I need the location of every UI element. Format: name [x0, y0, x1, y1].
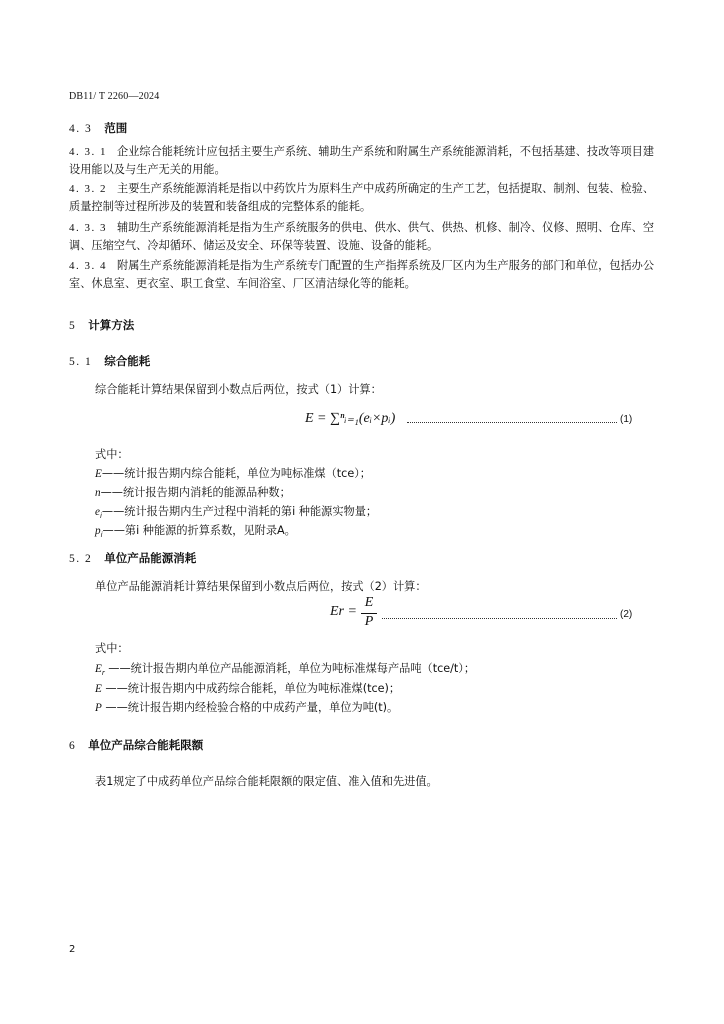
- where-label: 式中：: [95, 448, 129, 461]
- clause-4-3-4: [69, 257, 659, 293]
- section-6-text: 表1规定了中成药单位产品综合能耗限额的限定值、准入值和先进值。: [95, 775, 438, 788]
- definition-text: ——统计报告期内单位产品能源消耗，单位为吨标准煤每产品吨（tce/t）；: [104, 662, 476, 675]
- clause-number: 4. 3. 2: [69, 183, 107, 195]
- definition-text: ——统计报告期内经检验合格的中成药产量，单位为吨(t)。: [101, 701, 399, 714]
- section-title: 单位产品综合能耗限额: [88, 738, 204, 752]
- clause-4-3-3: [69, 219, 659, 255]
- leader-dots: [382, 618, 617, 619]
- subscript: i: [99, 512, 102, 521]
- definition-P: [95, 699, 398, 715]
- section-number: 6: [69, 740, 77, 752]
- section-title: 范围: [104, 121, 128, 135]
- formula-1-intro: 综合能耗计算结果保留到小数点后两位，按式（1）计算：: [95, 383, 382, 396]
- symbol: P: [95, 702, 102, 714]
- document-id: DB11/ T 2260—2024: [69, 91, 160, 102]
- section-number: 4. 3: [69, 123, 93, 135]
- formula-2-denominator: P: [364, 614, 374, 629]
- definition-pi: [95, 522, 296, 539]
- formula-1: [305, 410, 395, 427]
- formula-1-rhs: ∑ⁿᵢ₌₁(eᵢ×pᵢ): [330, 411, 396, 426]
- section-title: 计算方法: [88, 318, 135, 332]
- definition-E: [95, 680, 400, 696]
- symbol: n: [95, 487, 101, 499]
- section-5-heading: [69, 317, 134, 333]
- symbol: p: [95, 525, 101, 537]
- section-title: 单位产品能源消耗: [104, 551, 197, 565]
- clause-number: 4. 3. 4: [69, 260, 107, 272]
- definition-text: ——统计报告期内综合能耗，单位为吨标准煤（tce）；: [101, 467, 371, 480]
- symbol: e: [95, 506, 100, 518]
- section-number: 5. 2: [69, 553, 93, 565]
- clause-text: 主要生产系统能源消耗是指以中药饮片为原料生产中成药所确定的生产工艺，包括提取、制剂、包装、检验、质量控制等过程所涉及的装置和装备组成的完整体系的能耗。: [69, 182, 655, 213]
- section-6-heading: [69, 737, 203, 753]
- clause-text: 附属生产系统能源消耗是指为生产系统专门配置的生产指挥系统及厂区内为生产服务的部门和单位，包括办公室、休息室、更衣室、职工食堂、车间浴室、厂区清洁绿化等的能耗。: [69, 259, 655, 290]
- clause-text: 辅助生产系统能源消耗是指为生产系统服务的供电、供水、供气、供热、机修、制冷、仪修、照明、仓库、空调、压缩空气、冷却循环、储运及安全、环保等装置、设施、设备的能耗。: [69, 221, 655, 252]
- formula-2-numerator: E: [364, 595, 374, 610]
- clause-number: 4. 3. 1: [69, 146, 107, 158]
- definition-ei: [95, 503, 377, 520]
- section-4-3-heading: [69, 120, 127, 136]
- leader-dots: [407, 422, 617, 423]
- formula-1-lhs: E =: [305, 411, 330, 426]
- clause-4-3-2: [69, 180, 659, 216]
- section-5-2-heading: [69, 550, 196, 566]
- symbol: E: [95, 683, 102, 695]
- definition-text: ——统计报告期内消耗的能源品种数；: [100, 486, 291, 499]
- equation-number: (2): [620, 609, 633, 620]
- definition-text: ——第i 种能源的折算系数，见附录A。: [102, 524, 296, 537]
- definition-text: ——统计报告期内中成药综合能耗，单位为吨标准煤(tce)；: [101, 682, 401, 695]
- section-number: 5: [69, 320, 77, 332]
- symbol: E: [95, 663, 102, 675]
- section-number: 5. 1: [69, 356, 93, 368]
- definition-E: [95, 465, 371, 481]
- formula-2-intro: 单位产品能源消耗计算结果保留到小数点后两位，按式（2）计算：: [95, 580, 427, 593]
- subscript: r: [101, 669, 105, 678]
- definition-n: [95, 484, 291, 500]
- symbol: E: [95, 468, 102, 480]
- subscript: i: [100, 531, 103, 540]
- definition-Er: [95, 660, 475, 677]
- page-number: 2: [69, 944, 76, 955]
- clause-text: 企业综合能耗统计应包括主要生产系统、辅助生产系统和附属生产系统能源消耗，不包括基建、技改等项目建设用能以及与生产无关的用能。: [69, 145, 655, 176]
- clause-number: 4. 3. 3: [69, 222, 107, 234]
- equation-number: (1): [620, 414, 633, 425]
- section-5-1-heading: [69, 353, 150, 369]
- formula-2-lhs: Er =: [330, 604, 357, 619]
- definition-text: ——统计报告期内生产过程中消耗的第i 种能源实物量；: [101, 505, 378, 518]
- section-title: 综合能耗: [104, 354, 151, 368]
- where-label: 式中：: [95, 642, 129, 655]
- clause-4-3-1: [69, 143, 659, 179]
